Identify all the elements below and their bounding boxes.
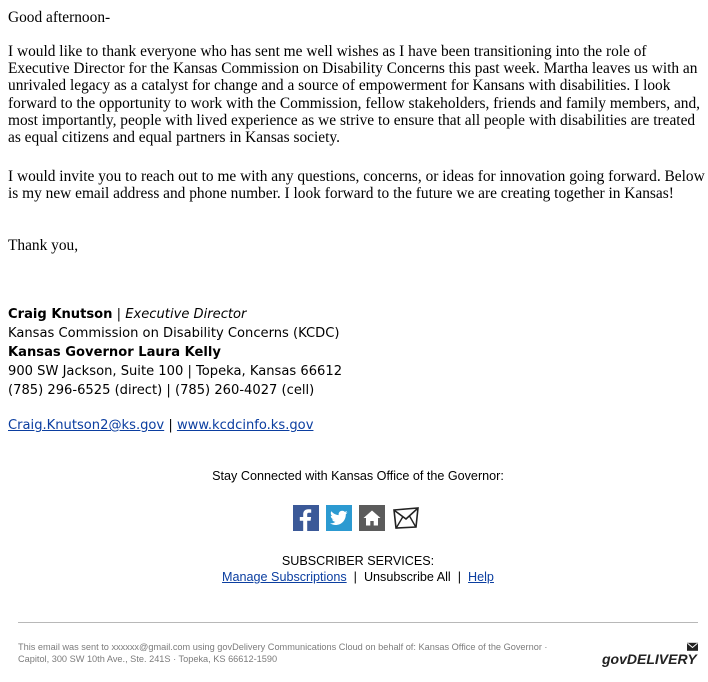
website-link[interactable]: www.kcdcinfo.ks.gov <box>176 418 314 433</box>
footer-line-1: This email was sent to xxxxxx@gmail.com using govDelivery Communications Cloud on behalf of: Kansas Office of the Governor · <box>18 642 548 652</box>
email-link[interactable]: Craig.Knutson2@ks.gov <box>8 418 165 433</box>
unsubscribe-all-text[interactable]: Unsubscribe All <box>363 570 451 584</box>
contact-link-separator: | <box>164 418 177 433</box>
stay-connected-heading: Stay Connected with Kansas Office of the Governor: <box>212 469 504 483</box>
help-link[interactable]: Help <box>468 570 494 584</box>
signature-name-separator: | <box>112 307 126 322</box>
footer-divider <box>18 622 698 623</box>
closing: Thank you, <box>8 237 79 254</box>
manage-subscriptions-link[interactable]: Manage Subscriptions <box>222 570 347 584</box>
signature-title: Executive Director <box>125 307 247 322</box>
signature-name: Craig Knutson <box>8 307 113 322</box>
footer-line-2: Capitol, 300 SW 10th Ave., Ste. 241S · Topeka, KS 66612-1590 <box>18 653 278 664</box>
signature-name-line <box>8 305 342 324</box>
subscriber-separator: | <box>450 570 469 584</box>
subscriber-services-heading: SUBSCRIBER SERVICES: <box>281 554 435 568</box>
body-paragraph-1: I would like to thank everyone who has sent me well wishes as I have been transitioning into the role of Executive Director for the Kansas Commission on Disability Concerns this past week. Martha leaves us with an unrivaled legacy as a catalyst for change and a source of empowerment for Kansans with disabilities. I look forward to the opportunity to work with the Commission, fellow stakeholders, friends and family members, and, most importantly, people with lived experience as we strive to ensure that all people with disabilities are treated as equal citizens and equal partners in Kansas society. <box>8 43 701 147</box>
greeting: Good afternoon- <box>8 9 111 26</box>
twitter-icon[interactable] <box>326 505 352 531</box>
contact-links <box>8 416 313 435</box>
facebook-icon[interactable] <box>293 505 319 531</box>
signature-organization: Kansas Commission on Disability Concerns (KCDC) <box>8 326 340 341</box>
home-icon[interactable] <box>359 505 385 531</box>
signature-block <box>8 305 342 400</box>
footer-text <box>18 642 598 665</box>
signature-phones: (785) 296-6525 (direct) | (785) 260-4027 (cell) <box>8 383 315 398</box>
signature-governor: Kansas Governor Laura Kelly <box>8 345 221 360</box>
signature-address: 900 SW Jackson, Suite 100 | Topeka, Kansas 66612 <box>8 364 343 379</box>
email-icon[interactable] <box>392 505 420 531</box>
subscriber-separator: | <box>346 570 364 584</box>
govdelivery-logo[interactable] <box>602 642 700 668</box>
govdelivery-logo-text: govDELIVERY <box>602 651 697 667</box>
envelope-icon <box>687 643 698 651</box>
body-paragraph-2: I would invite you to reach out to me with any questions, concerns, or ideas for innovation going forward. Below is my new email address and phone number. I look forward to the future we are creating together in Kansas! <box>8 168 705 203</box>
subscriber-links <box>0 569 708 585</box>
